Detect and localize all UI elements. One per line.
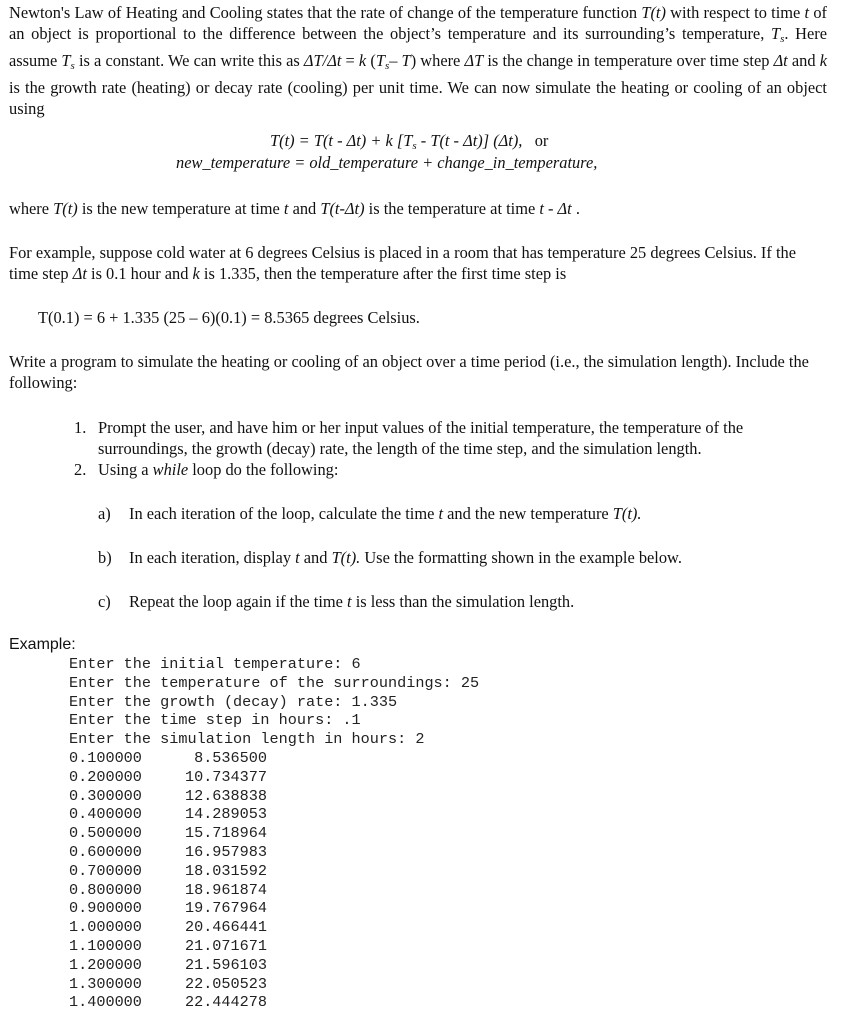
console-prompts xyxy=(69,655,479,749)
output-time: 1.300000 xyxy=(69,974,142,993)
console-prompt-line: Enter the initial temperature: 6 xyxy=(69,655,361,673)
output-time: 1.200000 xyxy=(69,955,142,974)
output-temperature: 8.536500 xyxy=(194,749,267,767)
output-temperature: 18.031592 xyxy=(184,861,267,880)
output-time: 0.400000 xyxy=(69,805,142,824)
output-temperature: 19.767964 xyxy=(184,899,267,918)
output-temperature: 10.734377 xyxy=(184,767,267,786)
output-time: 0.100000 xyxy=(69,749,142,767)
output-time: 0.200000 xyxy=(69,767,142,786)
output-time: 0.500000 xyxy=(69,824,142,843)
list-number-2: 2. xyxy=(74,460,87,479)
output-temperature: 22.444278 xyxy=(184,993,267,1012)
output-temperature: 12.638838 xyxy=(184,786,267,805)
output-temperature: 16.957983 xyxy=(184,842,267,861)
output-temperature: 14.289053 xyxy=(184,805,267,824)
sub-item-c-label: c) xyxy=(98,592,111,611)
output-temperature: 22.050523 xyxy=(184,974,267,993)
sub-item-b-label: b) xyxy=(98,548,112,567)
sub-item-a-label: a) xyxy=(98,504,111,523)
list-number-1: 1. xyxy=(74,418,87,437)
where-sentence: where T(t) is the new temperature at time t and T(t-Δt) is the temperature at time t - Δt . xyxy=(9,199,580,218)
output-time: 1.400000 xyxy=(69,993,142,1012)
output-time: 0.900000 xyxy=(69,899,142,918)
example-intro-paragraph: For example, suppose cold water at 6 degrees Celsius is placed in a room that has temperature 25 degrees Celsius. If the time step Δt is 0.1 hour and k is 1.335, then the temperature after the first time step is xyxy=(9,243,796,283)
output-time: 1.000000 xyxy=(69,918,142,937)
console-prompt-line: Enter the temperature of the surroundings: 25 xyxy=(69,673,480,692)
sub-item-c: Repeat the loop again if the time t is less than the simulation length. xyxy=(129,592,575,611)
calculation-line: T(0.1) = 6 + 1.335 (25 – 6)(0.1) = 8.5365 degrees Celsius. xyxy=(38,308,420,327)
console-prompt-line: Enter the simulation length in hours: 2 xyxy=(69,730,425,749)
equation-line-2: new_temperature = old_temperature + change_in_temperature, xyxy=(176,153,598,172)
output-temperature: 15.718964 xyxy=(184,824,267,843)
example-label: Example: xyxy=(9,636,76,653)
console-prompt-line: Enter the growth (decay) rate: 1.335 xyxy=(69,692,398,711)
task-paragraph: Write a program to simulate the heating or cooling of an object over a time period (i.e., the simulation length). Include the following: xyxy=(9,352,809,392)
output-temperature: 21.596103 xyxy=(184,955,267,974)
console-prompt-line: Enter the time step in hours: .1 xyxy=(69,711,361,730)
output-temperature: 21.071671 xyxy=(184,936,267,955)
sub-item-a: In each iteration of the loop, calculate the time t and the new temperature T(t). xyxy=(129,504,642,523)
list-item-2: Using a while loop do the following: xyxy=(98,460,339,479)
output-temperature: 18.961874 xyxy=(184,880,267,899)
output-time: 0.800000 xyxy=(69,880,142,899)
sub-item-b: In each iteration, display t and T(t). Use the formatting shown in the example below. xyxy=(129,548,682,567)
output-time: 0.700000 xyxy=(69,861,142,880)
output-time: 0.600000 xyxy=(69,842,142,861)
output-temperature: 20.466441 xyxy=(184,918,267,937)
list-item-1: Prompt the user, and have him or her input values of the initial temperature, the temperature of the surroundings, the growth (decay) rate, the length of the time step, and the simulation length. xyxy=(98,418,744,458)
output-time: 1.100000 xyxy=(69,936,142,955)
equation-line-1: T(t) = T(t - Δt) + k $[T_s - T(t - \Delta t)]$ (Δt), or xyxy=(270,131,549,152)
intro-paragraph: Newton's Law of Heating and Cooling states that the rate of change of the temperature function T(t) with respect to time t of an object is proportional to the difference between the object’s temperature and its surrounding’s temperature, $T_s$. Here assume $T_s$ is a constant. We can write this as ΔT/Δt = k ($T_s-$ T) where ΔT is the change in temperature over time step Δt and k is the growth rate (heating) or decay rate (cooling) per unit time. We can now simulate the heating or cooling of an object using xyxy=(9,3,828,118)
output-time: 0.300000 xyxy=(69,786,142,805)
